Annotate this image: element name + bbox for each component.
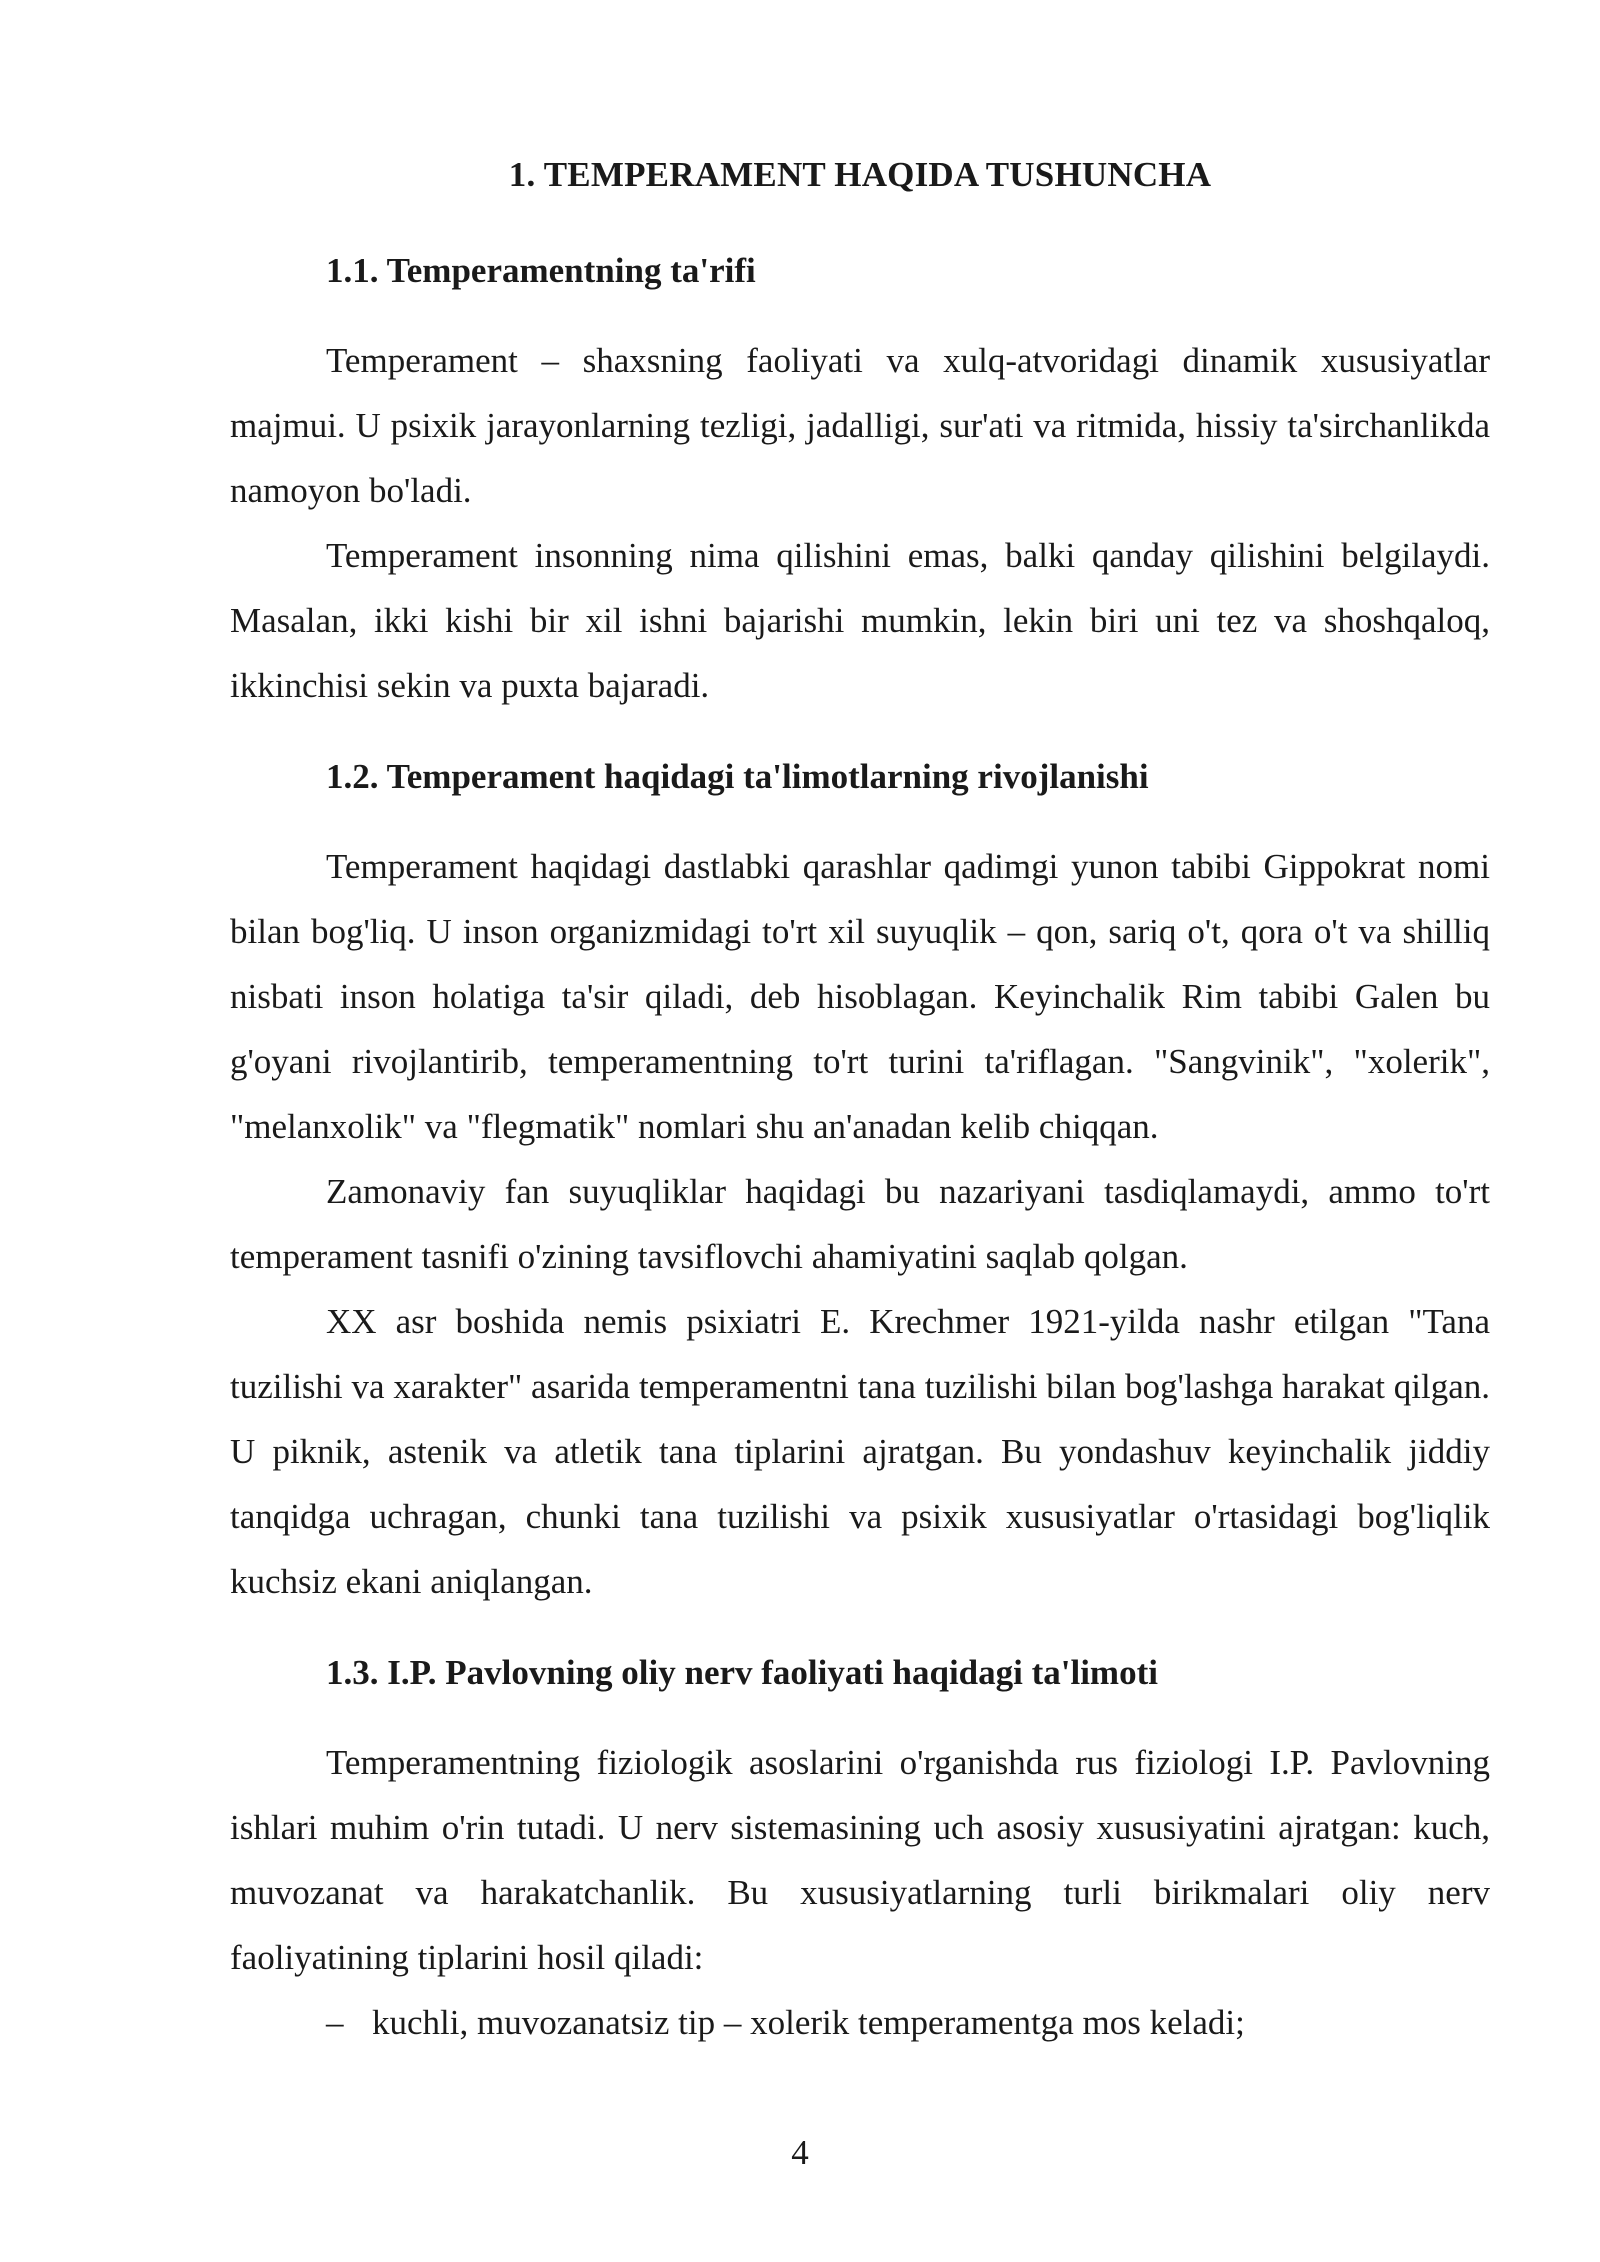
list-item [230, 1990, 1490, 2055]
type-list [230, 1990, 1490, 2055]
section-title: 1.2. Temperament haqidagi ta'limotlarning rivojlanishi [326, 757, 1149, 796]
paragraph: XX asr boshida nemis psixiatri E. Krechmer 1921-yilda nashr etilgan "Tana tuzilishi va xarakter" asarida temperamentni tana tuzilishi bilan bog'lashga harakat qilgan. U piknik, astenik va atletik tana tiplarini ajratgan. Bu yondashuv keyinchalik jiddiy tanqidga uchragan, chunki tana tuzilishi va psixik xususiyatlar o'rtasidagi bog'liqlik kuchsiz ekani aniqlangan. [230, 1302, 1490, 1601]
paragraph: Temperament – shaxsning faoliyati va xulq-atvoridagi dinamik xususiyatlar majmui. U psixik jarayonlarning tezligi, jadalligi, sur'ati va ritmida, hissiy ta'sirchanlikda namoyon bo'ladi. [230, 341, 1490, 510]
list-marker: – [326, 2003, 344, 2042]
section-1-1 [230, 246, 1490, 718]
paragraph: Zamonaviy fan suyuqliklar haqidagi bu nazariyani tasdiqlamaydi, ammo to'rt temperament tasnifi o'zining tavsiflovchi ahamiyatini saqlab qolgan. [230, 1172, 1490, 1276]
paragraph: Temperamentning fiziologik asoslarini o'rganishda rus fiziologi I.P. Pavlovning ishlari muhim o'rin tutadi. U nerv sistemasining uch asosiy xususiyatini ajratgan: kuch, muvozanat va harakatchanlik. Bu xususiyatlarning turli birikmalari oliy nerv faoliyatining tiplarini hosil qiladi: [230, 1743, 1490, 1977]
section-1-2 [230, 752, 1490, 1614]
section-title: 1.3. I.P. Pavlovning oliy nerv faoliyati haqidagi ta'limoti [326, 1653, 1158, 1692]
section-title: 1.1. Temperamentning ta'rifi [326, 251, 756, 290]
chapter-title: 1. TEMPERAMENT HAQIDA TUSHUNCHA [508, 155, 1212, 194]
list-item-text: kuchli, muvozanatsiz tip – xolerik temperamentga mos keladi; [372, 2003, 1245, 2042]
page-number: 4 [791, 2133, 809, 2172]
paragraph: Temperament insonning nima qilishini emas, balki qanday qilishini belgilaydi. Masalan, ikki kishi bir xil ishni bajarishi mumkin, lekin biri uni tez va shoshqaloq, ikkinchisi sekin va puxta bajaradi. [230, 536, 1490, 705]
section-1-3 [230, 1648, 1490, 2055]
document-page [230, 150, 1490, 2055]
paragraph: Temperament haqidagi dastlabki qarashlar qadimgi yunon tabibi Gippokrat nomi bilan bog'liq. U inson organizmidagi to'rt xil suyuqlik – qon, sariq o't, qora o't va shilliq nisbati inson holatiga ta'sir qiladi, deb hisoblagan. Keyinchalik Rim tabibi Galen bu g'oyani rivojlantirib, temperamentning to'rt turini ta'riflagan. "Sangvinik", "xolerik", "melanxolik" va "flegmatik" nomlari shu an'anadan kelib chiqqan. [230, 847, 1490, 1146]
